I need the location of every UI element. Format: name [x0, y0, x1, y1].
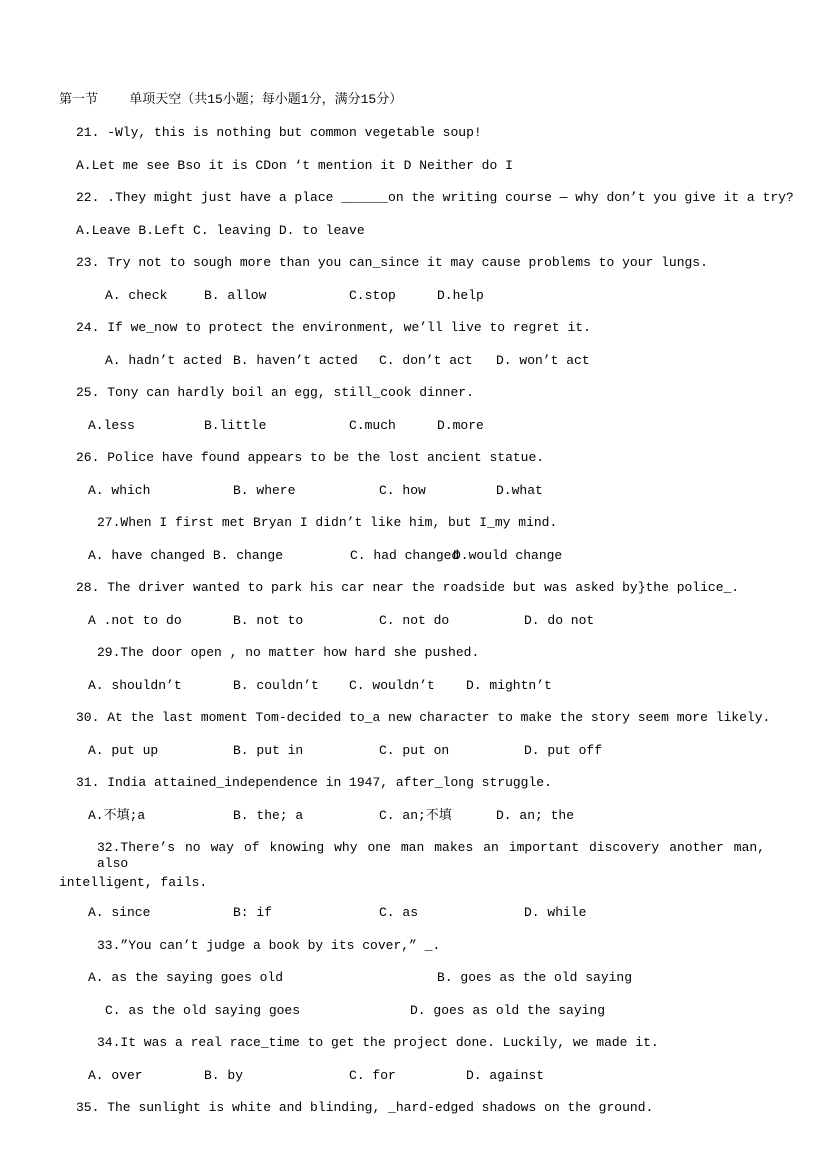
question-34-option-c: C. for — [349, 1068, 396, 1083]
question-31-option-b: B. the; a — [233, 808, 304, 823]
question-25-option-b: B.little — [204, 418, 267, 433]
question-28-stem: 28. The driver wanted to park his car near the roadside but was asked by}the police_. — [76, 580, 740, 595]
question-32-option-d: D. while — [524, 905, 587, 920]
question-26-option-d: D.what — [496, 483, 543, 498]
question-32-stem: 32.There’s no way of knowing why one man makes an important discovery another man, also — [97, 840, 765, 871]
question-25-option-c: C.much — [349, 418, 396, 433]
question-27-option-c: C. had changed — [350, 548, 460, 563]
question-29-option-b: B. couldn’t — [233, 678, 319, 693]
question-26-option-c: C. how — [379, 483, 426, 498]
question-30-stem: 30. At the last moment Tom-decided to_a new character to make the story seem more likely. — [76, 710, 771, 725]
question-24-option-a: A. hadn’t acted — [105, 353, 223, 368]
question-21-options: A.Let me see Bso it is CDon ‘t mention it D Neither do I — [76, 158, 513, 173]
question-24-option-b: B. haven’t acted — [233, 353, 358, 368]
question-31-option-c: C. an;不填 — [379, 808, 452, 823]
question-26-option-b: B. where — [233, 483, 296, 498]
question-33-stem: 33.”You can’t judge a book by its cover,” _. — [97, 938, 441, 953]
question-32-stem-continued: intelligent, fails. — [59, 875, 208, 890]
question-32-option-c: C. as — [379, 905, 419, 920]
question-35-stem: 35. The sunlight is white and blinding, _hard-edged shadows on the ground. — [76, 1100, 654, 1115]
question-23-option-d: D.help — [437, 288, 484, 303]
question-29-option-a: A. shouldn’t — [88, 678, 182, 693]
question-33-option-c: C. as the old saying goes — [105, 1003, 301, 1018]
question-26-stem: 26. Police have found appears to be the lost ancient statue. — [76, 450, 545, 465]
question-30-option-d: D. put off — [524, 743, 603, 758]
question-30-option-c: C. put on — [379, 743, 450, 758]
question-30-option-a: A. put up — [88, 743, 159, 758]
question-27-stem: 27.When I first met Bryan I didn’t like him, but I_my mind. — [97, 515, 558, 530]
question-25-option-d: D.more — [437, 418, 484, 433]
question-34-option-b: B. by — [204, 1068, 244, 1083]
question-33-option-b: B. goes as the old saying — [437, 970, 633, 985]
question-32-option-a: A. since — [88, 905, 151, 920]
question-34-option-a: A. over — [88, 1068, 143, 1083]
question-24-option-c: C. don’t act — [379, 353, 473, 368]
question-29-stem: 29.The door open , no matter how hard she pushed. — [97, 645, 480, 660]
question-34-stem: 34.It was a real race_time to get the project done. Luckily, we made it. — [97, 1035, 659, 1050]
question-29-option-d: D. mightn’t — [466, 678, 552, 693]
question-22-stem: 22. .They might just have a place ______on the writing course — why don’t you give it a try? — [76, 190, 794, 205]
question-23-option-c: C.stop — [349, 288, 396, 303]
question-28-option-c: C. not do — [379, 613, 450, 628]
question-23-stem: 23. Try not to sough more than you can_since it may cause problems to your lungs. — [76, 255, 708, 270]
question-32-option-b: B: if — [233, 905, 273, 920]
question-31-option-a: A.不填;a — [88, 808, 146, 823]
question-27-option-d: D.would change — [453, 548, 563, 563]
question-33-option-d: D. goes as old the saying — [410, 1003, 606, 1018]
question-31-option-d: D. an; the — [496, 808, 575, 823]
question-28-option-d: D. do not — [524, 613, 595, 628]
question-21-stem: 21. -Wly, this is nothing but common vegetable soup! — [76, 125, 482, 140]
question-30-option-b: B. put in — [233, 743, 304, 758]
question-25-option-a: A.less — [88, 418, 135, 433]
question-22-options: A.Leave B.Left C. leaving D. to leave — [76, 223, 365, 238]
question-28-option-a: A .not to do — [88, 613, 182, 628]
question-23-option-a: A. check — [105, 288, 168, 303]
question-23-option-b: B. allow — [204, 288, 267, 303]
section-title: 第一节 单项天空（共15小题；每小题1分，满分15分） — [59, 92, 403, 107]
question-26-option-a: A. which — [88, 483, 151, 498]
question-33-option-a: A. as the saying goes old — [88, 970, 284, 985]
question-34-option-d: D. against — [466, 1068, 545, 1083]
question-24-option-d: D. won’t act — [496, 353, 590, 368]
question-28-option-b: B. not to — [233, 613, 304, 628]
question-27-option-ab: A. have changed B. change — [88, 548, 284, 563]
question-31-stem: 31. India attained_independence in 1947, after_long struggle. — [76, 775, 552, 790]
question-29-option-c: C. wouldn’t — [349, 678, 435, 693]
question-25-stem: 25. Tony can hardly boil an egg, still_cook dinner. — [76, 385, 474, 400]
question-24-stem: 24. If we_now to protect the environment, we’ll live to regret it. — [76, 320, 591, 335]
